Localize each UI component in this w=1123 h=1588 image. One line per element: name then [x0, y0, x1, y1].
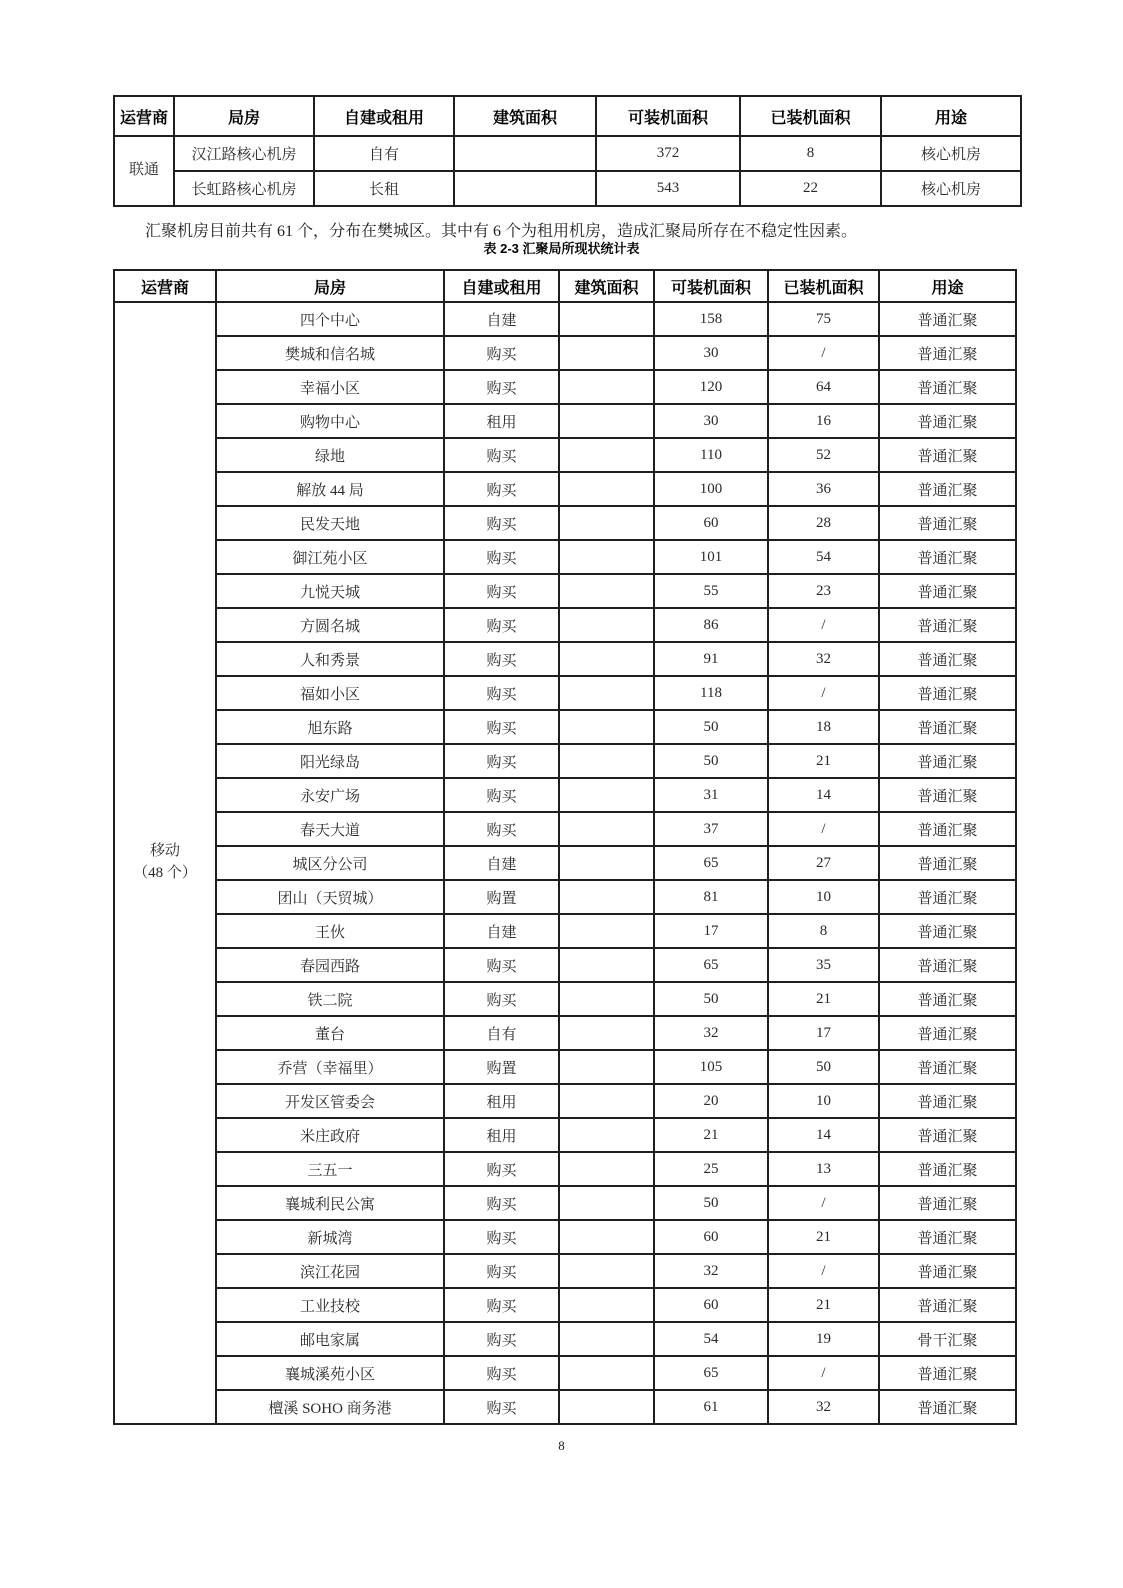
table-row [114, 1390, 1016, 1424]
table-cell: 21 [768, 982, 879, 1016]
table-row [114, 642, 1016, 676]
table-cell: 自建 [444, 914, 559, 948]
table-cell: 自有 [444, 1016, 559, 1050]
table-cell: 城区分公司 [216, 846, 444, 880]
table-row [114, 370, 1016, 404]
table-row [114, 1084, 1016, 1118]
table-cell: 25 [654, 1152, 768, 1186]
table-cell: 75 [768, 302, 879, 336]
table-cell: 普通汇聚 [879, 404, 1016, 438]
table-row [114, 846, 1016, 880]
table-cell: 普通汇聚 [879, 1288, 1016, 1322]
table-cell [559, 1118, 654, 1152]
table-cell: 30 [654, 404, 768, 438]
table-cell: 购买 [444, 438, 559, 472]
table-row [114, 948, 1016, 982]
table-cell: 普通汇聚 [879, 642, 1016, 676]
table-cell: 购买 [444, 710, 559, 744]
table-cell: 普通汇聚 [879, 574, 1016, 608]
column-header-room: 局房 [216, 270, 444, 302]
table-cell [559, 608, 654, 642]
table-cell: / [768, 1356, 879, 1390]
table-cell: 36 [768, 472, 879, 506]
table-cell: 8 [740, 136, 881, 171]
table-cell: 81 [654, 880, 768, 914]
table-cell: 55 [654, 574, 768, 608]
page-number: 8 [558, 1438, 565, 1453]
table-cell: 租用 [444, 1118, 559, 1152]
table-cell [559, 438, 654, 472]
core-rooms-table-body [114, 136, 1021, 206]
table-cell: 方圆名城 [216, 608, 444, 642]
table-cell: 购物中心 [216, 404, 444, 438]
table-cell [559, 472, 654, 506]
column-header-building-area: 建筑面积 [454, 96, 596, 136]
table-row [114, 472, 1016, 506]
table-cell: 购买 [444, 370, 559, 404]
column-header-operator: 运营商 [114, 96, 174, 136]
table-cell [559, 1186, 654, 1220]
table-cell: 工业技校 [216, 1288, 444, 1322]
table-cell: 九悦天城 [216, 574, 444, 608]
table-row [114, 171, 1021, 206]
table-cell [559, 1220, 654, 1254]
table-row [114, 1016, 1016, 1050]
column-header-usage: 用途 [881, 96, 1021, 136]
table-cell [559, 914, 654, 948]
table-cell: 91 [654, 642, 768, 676]
table-cell: 春园西路 [216, 948, 444, 982]
table-cell [559, 1322, 654, 1356]
table-cell: 8 [768, 914, 879, 948]
table-cell: 购买 [444, 982, 559, 1016]
table-cell: 10 [768, 880, 879, 914]
table-cell [559, 336, 654, 370]
table-row [114, 540, 1016, 574]
table-cell: 52 [768, 438, 879, 472]
table-cell: 32 [768, 1390, 879, 1424]
column-header-installed-area: 已装机面积 [740, 96, 881, 136]
table-cell: 50 [654, 1186, 768, 1220]
column-header-build-or-rent: 自建或租用 [444, 270, 559, 302]
table-cell [559, 1390, 654, 1424]
table-cell: 普通汇聚 [879, 1390, 1016, 1424]
table-row [114, 676, 1016, 710]
table-row [114, 302, 1016, 336]
table-cell [559, 1288, 654, 1322]
table-row [114, 1220, 1016, 1254]
table-cell: 普通汇聚 [879, 302, 1016, 336]
table-cell: 普通汇聚 [879, 982, 1016, 1016]
table-header-row [114, 96, 1021, 136]
operator-cell: 移动 （48 个） [114, 302, 216, 1424]
table-row [114, 1186, 1016, 1220]
table-cell: 19 [768, 1322, 879, 1356]
table-cell: 樊城和信名城 [216, 336, 444, 370]
table-cell: 购买 [444, 1356, 559, 1390]
table-cell: 三五一 [216, 1152, 444, 1186]
table-cell: 王伙 [216, 914, 444, 948]
table-cell [559, 1356, 654, 1390]
table-cell: 普通汇聚 [879, 1356, 1016, 1390]
table-row [114, 1118, 1016, 1152]
table-cell: 绿地 [216, 438, 444, 472]
table-cell: 普通汇聚 [879, 608, 1016, 642]
table-cell: 35 [768, 948, 879, 982]
table-cell: 购买 [444, 336, 559, 370]
table-cell: 永安广场 [216, 778, 444, 812]
table-cell: 22 [740, 171, 881, 206]
table-cell: 滨江花园 [216, 1254, 444, 1288]
table-cell: 21 [654, 1118, 768, 1152]
table-cell: 32 [654, 1016, 768, 1050]
table-row [114, 574, 1016, 608]
table-cell [559, 540, 654, 574]
table-cell [559, 778, 654, 812]
table-row [114, 982, 1016, 1016]
table-cell: 购买 [444, 744, 559, 778]
core-rooms-table [113, 95, 1022, 207]
table-cell: 101 [654, 540, 768, 574]
table-cell [559, 1254, 654, 1288]
column-header-room: 局房 [174, 96, 314, 136]
table-cell: 民发天地 [216, 506, 444, 540]
table-cell: 65 [654, 846, 768, 880]
table-cell [559, 506, 654, 540]
table-cell: 人和秀景 [216, 642, 444, 676]
table-cell: 普通汇聚 [879, 1220, 1016, 1254]
table-cell: 旭东路 [216, 710, 444, 744]
table-cell: 50 [654, 982, 768, 1016]
table-cell: 普通汇聚 [879, 744, 1016, 778]
table-cell: 购买 [444, 948, 559, 982]
table-cell: / [768, 1186, 879, 1220]
table-cell: 普通汇聚 [879, 948, 1016, 982]
table-cell: 50 [654, 744, 768, 778]
table-cell: / [768, 608, 879, 642]
table-cell: 购买 [444, 1288, 559, 1322]
column-header-installable-area: 可装机面积 [596, 96, 740, 136]
table-cell: 购买 [444, 574, 559, 608]
table-cell: 购买 [444, 1186, 559, 1220]
table-cell: 自建 [444, 302, 559, 336]
table-cell: 普通汇聚 [879, 812, 1016, 846]
column-header-installed-area: 已装机面积 [768, 270, 879, 302]
table-cell: 20 [654, 1084, 768, 1118]
table-cell: 核心机房 [881, 171, 1021, 206]
table-cell: 28 [768, 506, 879, 540]
table-cell: 购买 [444, 676, 559, 710]
table-row [114, 506, 1016, 540]
table-cell: 118 [654, 676, 768, 710]
table-cell: 邮电家属 [216, 1322, 444, 1356]
table-row [114, 438, 1016, 472]
table-cell: 14 [768, 778, 879, 812]
table-cell: 31 [654, 778, 768, 812]
table-cell: 17 [768, 1016, 879, 1050]
table-cell: 普通汇聚 [879, 336, 1016, 370]
table-cell: 普通汇聚 [879, 778, 1016, 812]
table-cell: 普通汇聚 [879, 1016, 1016, 1050]
table-cell [559, 404, 654, 438]
table-cell: 解放 44 局 [216, 472, 444, 506]
table-cell: 御江苑小区 [216, 540, 444, 574]
table-cell: 普通汇聚 [879, 370, 1016, 404]
table-cell: 60 [654, 1288, 768, 1322]
table-cell: 13 [768, 1152, 879, 1186]
table-row [114, 880, 1016, 914]
table-cell: 158 [654, 302, 768, 336]
table-cell: 团山（天贸城） [216, 880, 444, 914]
table-cell: 购买 [444, 1220, 559, 1254]
table-cell [559, 948, 654, 982]
table-cell: 核心机房 [881, 136, 1021, 171]
column-header-operator: 运营商 [114, 270, 216, 302]
table-cell [559, 812, 654, 846]
table-cell [559, 1016, 654, 1050]
table-cell: 长虹路核心机房 [174, 171, 314, 206]
table-cell: 米庄政府 [216, 1118, 444, 1152]
table-cell: 10 [768, 1084, 879, 1118]
table-cell: 普通汇聚 [879, 710, 1016, 744]
table-row [114, 1322, 1016, 1356]
table-cell: 普通汇聚 [879, 438, 1016, 472]
table-header-row [114, 270, 1016, 302]
table-cell: 65 [654, 948, 768, 982]
table-cell: 64 [768, 370, 879, 404]
table-cell: 租用 [444, 404, 559, 438]
table-cell [559, 574, 654, 608]
aggregation-rooms-table-body [114, 302, 1016, 1424]
table-cell: 100 [654, 472, 768, 506]
table-row [114, 778, 1016, 812]
table-cell [559, 982, 654, 1016]
table-cell: 普通汇聚 [879, 676, 1016, 710]
table-cell: 27 [768, 846, 879, 880]
table-cell: / [768, 676, 879, 710]
intro-paragraph: 汇聚机房目前共有 61 个，分布在樊城区。其中有 6 个为租用机房，造成汇聚局所存在不稳定性因素。 [145, 223, 858, 240]
table-cell: 购买 [444, 778, 559, 812]
table-cell: 阳光绿岛 [216, 744, 444, 778]
column-header-usage: 用途 [879, 270, 1016, 302]
table-cell: 购买 [444, 540, 559, 574]
table-cell: 14 [768, 1118, 879, 1152]
table-cell: 董台 [216, 1016, 444, 1050]
table-cell: 幸福小区 [216, 370, 444, 404]
table-cell: 乔营（幸福里） [216, 1050, 444, 1084]
table-cell: 购买 [444, 1152, 559, 1186]
table-cell [559, 1084, 654, 1118]
table-cell: 普通汇聚 [879, 1050, 1016, 1084]
table-cell: 租用 [444, 1084, 559, 1118]
table-cell: 购买 [444, 1322, 559, 1356]
table-row [114, 1050, 1016, 1084]
table-cell: 61 [654, 1390, 768, 1424]
table-row [114, 608, 1016, 642]
table-cell: 50 [654, 710, 768, 744]
table-cell: 开发区管委会 [216, 1084, 444, 1118]
table-caption: 表 2-3 汇聚局所现状统计表 [483, 241, 640, 256]
table-row [114, 1254, 1016, 1288]
table-row [114, 404, 1016, 438]
table-cell: 21 [768, 744, 879, 778]
table-cell [559, 846, 654, 880]
table-cell [559, 676, 654, 710]
table-cell: 铁二院 [216, 982, 444, 1016]
table-cell: 32 [768, 642, 879, 676]
table-cell [559, 370, 654, 404]
table-cell [454, 171, 596, 206]
table-cell: 春天大道 [216, 812, 444, 846]
table-cell: 372 [596, 136, 740, 171]
table-cell [559, 642, 654, 676]
table-cell: 长租 [314, 171, 454, 206]
table-cell: 襄城利民公寓 [216, 1186, 444, 1220]
table-cell: / [768, 812, 879, 846]
aggregation-rooms-table [113, 269, 1017, 1425]
table-cell: 16 [768, 404, 879, 438]
table-cell: 自有 [314, 136, 454, 171]
table-cell: 110 [654, 438, 768, 472]
table-row [114, 1288, 1016, 1322]
table-row [114, 1356, 1016, 1390]
table-cell: 普通汇聚 [879, 472, 1016, 506]
table-cell: 普通汇聚 [879, 1118, 1016, 1152]
table-cell: 普通汇聚 [879, 1152, 1016, 1186]
table-cell: 檀溪 SOHO 商务港 [216, 1390, 444, 1424]
table-cell: 543 [596, 171, 740, 206]
table-cell: / [768, 336, 879, 370]
table-cell: 购置 [444, 880, 559, 914]
table-cell: 50 [768, 1050, 879, 1084]
table-row [114, 710, 1016, 744]
table-row [114, 812, 1016, 846]
table-cell: 普通汇聚 [879, 1084, 1016, 1118]
table-cell: 18 [768, 710, 879, 744]
table-cell: 购买 [444, 472, 559, 506]
table-cell: 普通汇聚 [879, 540, 1016, 574]
table-cell: 17 [654, 914, 768, 948]
table-row [114, 744, 1016, 778]
table-cell: 普通汇聚 [879, 1186, 1016, 1220]
table-cell [559, 710, 654, 744]
table-cell: 福如小区 [216, 676, 444, 710]
column-header-build-or-rent: 自建或租用 [314, 96, 454, 136]
table-cell [559, 1152, 654, 1186]
table-cell: 四个中心 [216, 302, 444, 336]
table-cell: 54 [768, 540, 879, 574]
table-cell [559, 1050, 654, 1084]
table-row [114, 1152, 1016, 1186]
table-cell: 30 [654, 336, 768, 370]
table-cell: 普通汇聚 [879, 506, 1016, 540]
table-cell [454, 136, 596, 171]
table-cell: 购买 [444, 642, 559, 676]
table-cell: 购买 [444, 1390, 559, 1424]
table-cell: 普通汇聚 [879, 914, 1016, 948]
table-cell: 新城湾 [216, 1220, 444, 1254]
table-cell: 54 [654, 1322, 768, 1356]
table-cell: / [768, 1254, 879, 1288]
table-cell: 60 [654, 1220, 768, 1254]
column-header-building-area: 建筑面积 [559, 270, 654, 302]
table-row [114, 136, 1021, 171]
table-cell: 105 [654, 1050, 768, 1084]
table-cell: 86 [654, 608, 768, 642]
table-cell [559, 744, 654, 778]
column-header-installable-area: 可装机面积 [654, 270, 768, 302]
table-cell: 购买 [444, 812, 559, 846]
table-cell: 普通汇聚 [879, 880, 1016, 914]
table-row [114, 914, 1016, 948]
table-cell: 骨干汇聚 [879, 1322, 1016, 1356]
table-cell: 购置 [444, 1050, 559, 1084]
table-cell: 襄城溪苑小区 [216, 1356, 444, 1390]
table-cell: 普通汇聚 [879, 846, 1016, 880]
table-cell: 23 [768, 574, 879, 608]
table-cell: 60 [654, 506, 768, 540]
table-cell: 自建 [444, 846, 559, 880]
table-cell: 购买 [444, 506, 559, 540]
table-cell [559, 880, 654, 914]
table-cell: 65 [654, 1356, 768, 1390]
table-cell: 汉江路核心机房 [174, 136, 314, 171]
table-row [114, 336, 1016, 370]
table-cell: 120 [654, 370, 768, 404]
table-cell: 21 [768, 1220, 879, 1254]
table-cell: 购买 [444, 608, 559, 642]
table-cell: 普通汇聚 [879, 1254, 1016, 1288]
table-cell: 37 [654, 812, 768, 846]
table-cell: 21 [768, 1288, 879, 1322]
table-cell: 32 [654, 1254, 768, 1288]
table-cell [559, 302, 654, 336]
operator-cell: 联通 [114, 136, 174, 206]
table-cell: 购买 [444, 1254, 559, 1288]
